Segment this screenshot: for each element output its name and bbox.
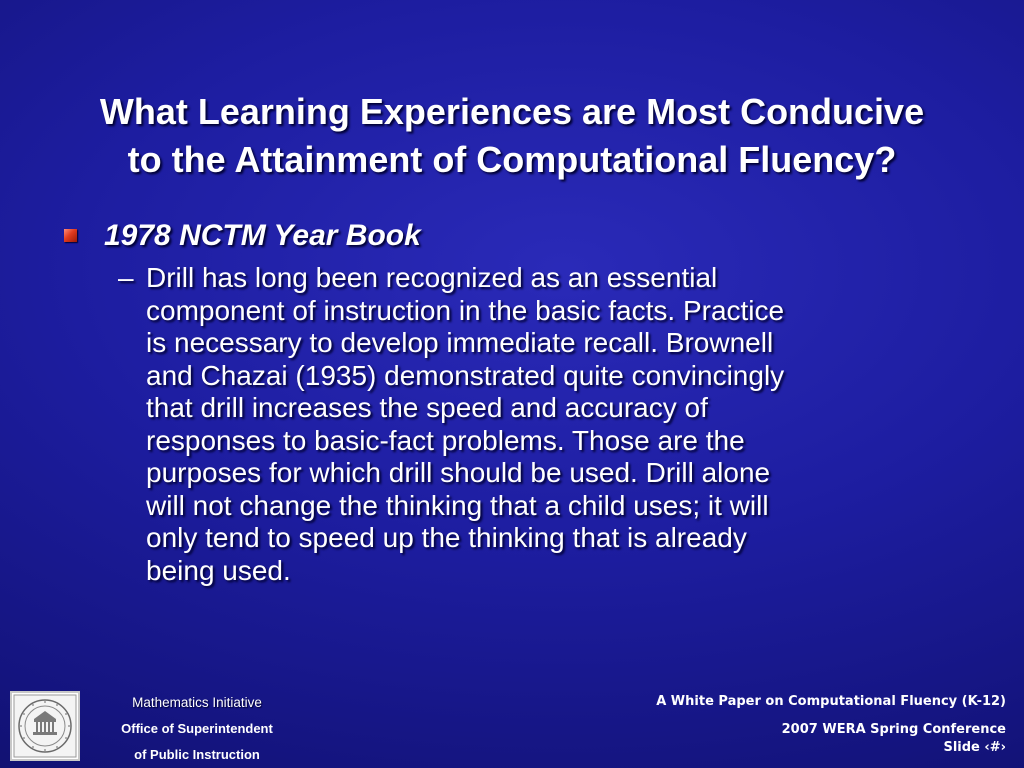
body-line: only tend to speed up the thinking that is already (146, 522, 747, 553)
body-line: component of instruction in the basic facts. Practice (146, 294, 785, 326)
footer-conference: 2007 WERA Spring Conference (781, 722, 1006, 737)
body-line: responses to basic-fact problems. Those are the (146, 424, 745, 456)
footer-office-line: Office of Superintendent (121, 721, 273, 736)
footer-spacer (656, 711, 1006, 721)
slide-title (30, 88, 994, 184)
body-line: will not change the thinking that a child uses; it will (146, 489, 769, 521)
ospi-seal-icon (10, 691, 80, 761)
footer-left (92, 690, 302, 768)
body-line: purposes for which drill should be used. Drill alone (146, 457, 771, 488)
footer-paper-title: A White Paper on Computational Fluency (K-12) (656, 694, 1006, 709)
body-line: that drill increases the speed and accuracy of (146, 392, 708, 423)
bullet-body (146, 262, 784, 587)
body-line: is necessary to develop immediate recall. Brownell (146, 327, 774, 358)
body-line: Drill has long been recognized as an essential (146, 262, 718, 293)
footer-right (656, 693, 1006, 757)
title-line-1: What Learning Experiences are Most Conducive (99, 91, 925, 132)
body-line: and Chazai (1935) demonstrated quite convincingly (146, 359, 785, 391)
footer-office-line-2: of Public Instruction (134, 747, 260, 762)
footer-org-name: Mathematics Initiative (132, 695, 262, 710)
footer-slide-number: Slide ‹#› (943, 740, 1006, 755)
title-line-2: to the Attainment of Computational Fluency? (127, 139, 897, 180)
body-line: being used. (146, 554, 291, 586)
bullet-heading: 1978 NCTM Year Book (104, 219, 421, 252)
dash-marker: – (118, 262, 134, 293)
bullet-level-1 (64, 216, 964, 256)
square-bullet-icon (64, 229, 77, 242)
